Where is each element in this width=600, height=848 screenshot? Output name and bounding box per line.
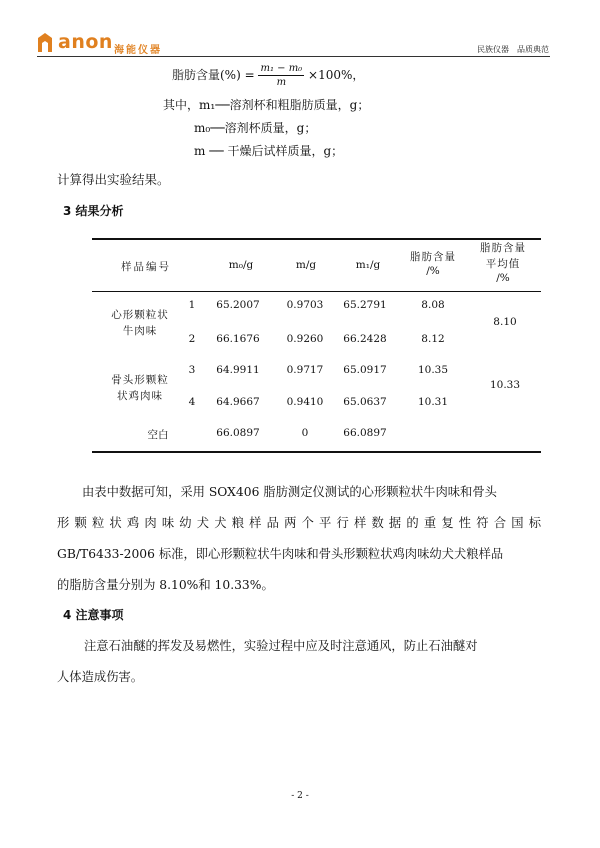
analysis-line-4: 的脂肪含量分别为 8.10%和 10.33%。 [57, 578, 274, 592]
table-bottom-rule [92, 451, 541, 453]
header-m1: m₁/g [355, 259, 381, 271]
row2-m0: 66.1676 [216, 333, 260, 345]
notes-line-2: 人体造成伤害。 [57, 670, 144, 684]
row2-m1: 66.2428 [343, 333, 387, 345]
logo-wordmark: anon [58, 31, 113, 53]
group2-name-line1: 骨头形颗粒 [111, 374, 169, 386]
row1-m: 0.9703 [286, 299, 324, 311]
definition-m0: m₀──溶剂杯质量，g； [194, 121, 317, 135]
group1-name-line1: 心形颗粒状 [111, 309, 169, 321]
row1-m0: 65.2007 [216, 299, 260, 311]
table-header-rule [92, 291, 541, 292]
row4-no: 4 [188, 396, 196, 408]
page-number: - 2 - [291, 791, 309, 801]
table-top-rule [92, 238, 541, 240]
row2-fat: 8.12 [421, 333, 445, 345]
row2-m: 0.9260 [286, 333, 324, 345]
header-slogan: 民族仪器 品质典范 [477, 45, 549, 54]
header-m0: m₀/g [228, 259, 254, 271]
row3-m0: 64.9911 [216, 364, 260, 376]
row4-m1: 65.0637 [343, 396, 387, 408]
group1-average: 8.10 [493, 316, 517, 328]
blank-m1: 66.0897 [343, 427, 387, 439]
analysis-paragraph [57, 477, 541, 601]
header-avg-line1: 脂肪含量 [480, 242, 526, 254]
definition-m: m ── 干燥后试样质量，g； [194, 144, 344, 158]
analysis-line-1: 由表中数据可知，采用 SOX406 脂肪测定仪测试的心形颗粒状牛肉味和骨头 [82, 485, 497, 499]
header-sample: 样品编号 [121, 261, 171, 273]
row1-no: 1 [188, 299, 196, 311]
header-fat-line2: /% [426, 265, 440, 277]
row3-m: 0.9717 [286, 364, 324, 376]
group2-name-line2: 状鸡肉味 [117, 390, 163, 402]
logo-chinese-name: 海能仪器 [114, 45, 162, 56]
group1-name-line2: 牛肉味 [122, 325, 158, 337]
row4-m0: 64.9667 [216, 396, 260, 408]
header-fat-line1: 脂肪含量 [410, 251, 456, 263]
notes-paragraph [57, 631, 541, 693]
row1-m1: 65.2791 [343, 299, 387, 311]
blank-m0: 66.0897 [216, 427, 260, 439]
header-avg-line3: /% [496, 272, 510, 284]
row3-fat: 10.35 [417, 364, 449, 376]
formula-lhs: 脂肪含量(%) = [172, 68, 255, 82]
blank-name: 空白 [147, 429, 169, 441]
row4-m: 0.9410 [286, 396, 324, 408]
analysis-line-3: GB/T6433-2006 标准，即心形颗粒状牛肉味和骨头形颗粒状鸡肉味幼犬犬粮样品 [57, 547, 504, 561]
formula-denominator: m [276, 77, 287, 88]
blank-m: 0 [301, 427, 309, 439]
row1-fat: 8.08 [421, 299, 445, 311]
section-3-heading: 3 结果分析 [63, 204, 124, 218]
definition-m1: 其中，m₁──溶剂杯和粗脂肪质量，g； [163, 98, 370, 112]
formula-rhs: ×100%， [308, 68, 365, 82]
row3-no: 3 [188, 364, 196, 376]
formula-numerator: m₁ − m₀ [260, 63, 303, 74]
group2-average: 10.33 [489, 379, 521, 391]
header-m: m/g [295, 259, 317, 271]
section-4-heading: 4 注意事项 [63, 608, 124, 622]
header-avg-line2: 平均值 [485, 258, 521, 270]
row3-m1: 65.0917 [343, 364, 387, 376]
calc-result-text: 计算得出实验结果。 [57, 172, 170, 187]
notes-line-1: 注意石油醚的挥发及易燃性，实验过程中应及时注意通风，防止石油醚对 [84, 639, 478, 653]
row4-fat: 10.31 [417, 396, 449, 408]
analysis-line-2: 形颗粒状鸡肉味幼犬犬粮样品两个平行样数据的重复性符合国标 [57, 516, 541, 530]
row2-no: 2 [188, 333, 196, 345]
